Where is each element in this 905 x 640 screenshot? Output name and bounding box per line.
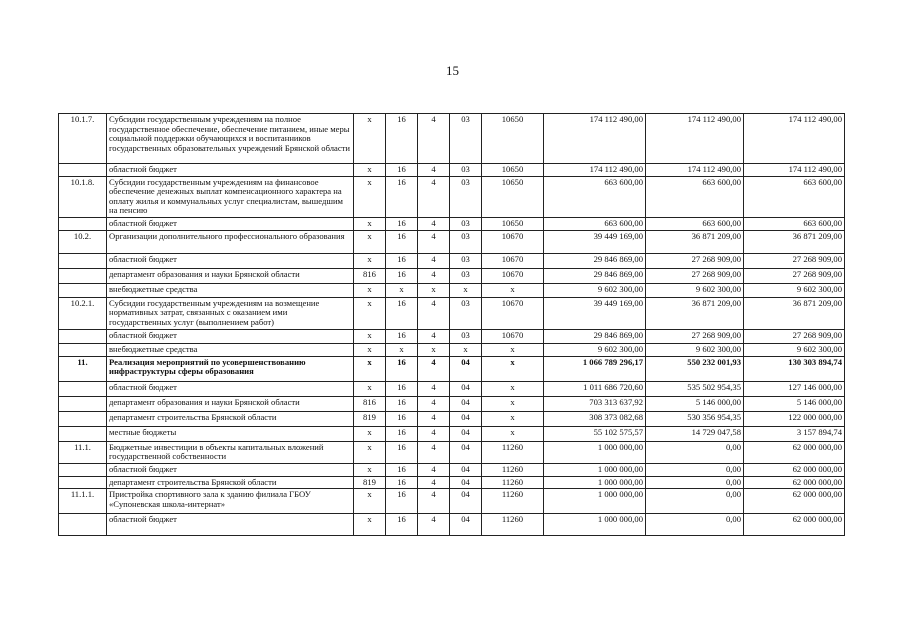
code-subsection: 4 [418, 164, 450, 177]
code-section: х [386, 343, 418, 356]
code-target: 10670 [482, 268, 544, 283]
row-number [59, 426, 107, 441]
code-admin: х [354, 297, 386, 329]
code-subsection: 4 [418, 426, 450, 441]
row-name: областной бюджет [107, 514, 354, 536]
table-row [59, 176, 845, 217]
row-number [59, 514, 107, 536]
table-row [59, 268, 845, 283]
row-number: 10.2.1. [59, 297, 107, 329]
row-number [59, 381, 107, 396]
code-section: 16 [386, 217, 418, 230]
amount-year-1: 1 011 686 720,60 [544, 381, 646, 396]
row-name: областной бюджет [107, 217, 354, 230]
row-number [59, 253, 107, 268]
amount-year-1: 174 112 490,00 [544, 114, 646, 164]
amount-year-1: 174 112 490,00 [544, 164, 646, 177]
amount-year-2: 535 502 954,35 [646, 381, 744, 396]
amount-year-3: 5 146 000,00 [744, 396, 845, 411]
amount-year-3: 27 268 909,00 [744, 268, 845, 283]
amount-year-3: 127 146 000,00 [744, 381, 845, 396]
table-row [59, 217, 845, 230]
table-row [59, 297, 845, 329]
amount-year-1: 1 000 000,00 [544, 463, 646, 476]
table-row [59, 114, 845, 164]
amount-year-2: 663 600,00 [646, 217, 744, 230]
code-target: 10670 [482, 329, 544, 343]
amount-year-2: 9 602 300,00 [646, 343, 744, 356]
code-target: х [482, 343, 544, 356]
code-section: 16 [386, 514, 418, 536]
code-article: 04 [450, 356, 482, 381]
code-article: 03 [450, 253, 482, 268]
amount-year-3: 27 268 909,00 [744, 253, 845, 268]
code-article: 03 [450, 268, 482, 283]
amount-year-1: 1 000 000,00 [544, 476, 646, 489]
code-section: 16 [386, 253, 418, 268]
code-article: х [450, 343, 482, 356]
code-target: х [482, 356, 544, 381]
row-name: департамент образования и науки Брянской области [107, 268, 354, 283]
code-admin: х [354, 514, 386, 536]
table-row [59, 253, 845, 268]
row-name: областной бюджет [107, 381, 354, 396]
code-subsection: 4 [418, 441, 450, 463]
table-row [59, 230, 845, 253]
code-article: 03 [450, 230, 482, 253]
row-name: внебюджетные средства [107, 283, 354, 297]
table-row [59, 396, 845, 411]
amount-year-1: 29 846 869,00 [544, 253, 646, 268]
code-article: 04 [450, 411, 482, 426]
row-name: департамент строительства Брянской области [107, 476, 354, 489]
table-row [59, 514, 845, 536]
amount-year-2: 14 729 047,58 [646, 426, 744, 441]
code-section: 16 [386, 476, 418, 489]
code-subsection: 4 [418, 396, 450, 411]
code-target: 10650 [482, 164, 544, 177]
code-subsection: х [418, 343, 450, 356]
code-target: 10670 [482, 253, 544, 268]
code-section: х [386, 283, 418, 297]
code-article: 04 [450, 381, 482, 396]
code-section: 16 [386, 164, 418, 177]
amount-year-3: 3 157 894,74 [744, 426, 845, 441]
code-section: 16 [386, 356, 418, 381]
code-article: 04 [450, 489, 482, 514]
code-section: 16 [386, 463, 418, 476]
amount-year-2: 663 600,00 [646, 176, 744, 217]
row-number [59, 217, 107, 230]
row-name: внебюджетные средства [107, 343, 354, 356]
amount-year-1: 703 313 637,92 [544, 396, 646, 411]
amount-year-3: 62 000 000,00 [744, 476, 845, 489]
code-section: 16 [386, 426, 418, 441]
code-target: 10650 [482, 176, 544, 217]
code-target: 11260 [482, 441, 544, 463]
amount-year-2: 27 268 909,00 [646, 268, 744, 283]
row-number [59, 396, 107, 411]
code-admin: х [354, 441, 386, 463]
amount-year-3: 36 871 209,00 [744, 297, 845, 329]
amount-year-1: 1 000 000,00 [544, 441, 646, 463]
amount-year-3: 174 112 490,00 [744, 164, 845, 177]
code-admin: х [354, 356, 386, 381]
row-number: 11.1.1. [59, 489, 107, 514]
table-row [59, 329, 845, 343]
code-subsection: х [418, 283, 450, 297]
amount-year-3: 62 000 000,00 [744, 463, 845, 476]
amount-year-3: 62 000 000,00 [744, 514, 845, 536]
row-number [59, 463, 107, 476]
code-section: 16 [386, 297, 418, 329]
code-article: 04 [450, 396, 482, 411]
code-target: 11260 [482, 489, 544, 514]
table-row [59, 476, 845, 489]
code-admin: 816 [354, 268, 386, 283]
code-admin: х [354, 283, 386, 297]
amount-year-2: 174 112 490,00 [646, 114, 744, 164]
code-target: х [482, 426, 544, 441]
table-row [59, 426, 845, 441]
code-admin: х [354, 114, 386, 164]
code-subsection: 4 [418, 268, 450, 283]
row-number [59, 268, 107, 283]
amount-year-3: 36 871 209,00 [744, 230, 845, 253]
code-article: 03 [450, 176, 482, 217]
table-row [59, 283, 845, 297]
code-section: 16 [386, 381, 418, 396]
row-number [59, 283, 107, 297]
amount-year-3: 663 600,00 [744, 217, 845, 230]
row-name: Субсидии государственным учреждениям на возмещение нормативных затрат, связанных с оказанием ими государственных услуг (выполнением работ) [107, 297, 354, 329]
amount-year-2: 174 112 490,00 [646, 164, 744, 177]
code-subsection: 4 [418, 356, 450, 381]
row-name: областной бюджет [107, 329, 354, 343]
table-row [59, 381, 845, 396]
code-section: 16 [386, 329, 418, 343]
row-name: областной бюджет [107, 164, 354, 177]
code-admin: х [354, 426, 386, 441]
code-target: 10650 [482, 114, 544, 164]
budget-table [58, 113, 845, 536]
amount-year-3: 9 602 300,00 [744, 283, 845, 297]
code-admin: х [354, 217, 386, 230]
code-subsection: 4 [418, 176, 450, 217]
code-subsection: 4 [418, 514, 450, 536]
table-row [59, 343, 845, 356]
row-name: департамент образования и науки Брянской области [107, 396, 354, 411]
amount-year-3: 9 602 300,00 [744, 343, 845, 356]
code-admin: х [354, 489, 386, 514]
amount-year-3: 663 600,00 [744, 176, 845, 217]
row-number: 10.1.8. [59, 176, 107, 217]
row-number [59, 411, 107, 426]
code-target: 10670 [482, 230, 544, 253]
code-article: х [450, 283, 482, 297]
amount-year-1: 1 000 000,00 [544, 514, 646, 536]
table-row [59, 411, 845, 426]
code-admin: х [354, 329, 386, 343]
code-target: 10670 [482, 297, 544, 329]
code-article: 04 [450, 426, 482, 441]
amount-year-3: 174 112 490,00 [744, 114, 845, 164]
code-section: 16 [386, 230, 418, 253]
code-section: 16 [386, 489, 418, 514]
amount-year-3: 62 000 000,00 [744, 441, 845, 463]
code-article: 04 [450, 441, 482, 463]
amount-year-2: 0,00 [646, 514, 744, 536]
code-article: 03 [450, 164, 482, 177]
code-article: 03 [450, 329, 482, 343]
table-row [59, 463, 845, 476]
code-admin: 819 [354, 476, 386, 489]
code-admin: 816 [354, 396, 386, 411]
amount-year-3: 130 303 894,74 [744, 356, 845, 381]
table-row [59, 356, 845, 381]
code-admin: х [354, 164, 386, 177]
amount-year-2: 36 871 209,00 [646, 230, 744, 253]
row-number: 10.1.7. [59, 114, 107, 164]
amount-year-1: 39 449 169,00 [544, 297, 646, 329]
code-target: 11260 [482, 514, 544, 536]
amount-year-2: 0,00 [646, 489, 744, 514]
code-subsection: 4 [418, 476, 450, 489]
row-name: Реализация мероприятий по усовершенствованию инфраструктуры сферы образования [107, 356, 354, 381]
code-subsection: 4 [418, 297, 450, 329]
amount-year-1: 1 066 789 296,17 [544, 356, 646, 381]
page-number: 15 [446, 63, 459, 78]
row-name: областной бюджет [107, 463, 354, 476]
code-article: 03 [450, 217, 482, 230]
row-name: местные бюджеты [107, 426, 354, 441]
code-admin: х [354, 176, 386, 217]
code-section: 16 [386, 268, 418, 283]
amount-year-1: 55 102 575,57 [544, 426, 646, 441]
row-name: Субсидии государственным учреждениям на финансовое обеспечение денежных выплат компенсационного характера на оплату жилья и коммунальных услуг специалистам, вышедшим на пенсию [107, 176, 354, 217]
code-article: 04 [450, 514, 482, 536]
code-target: х [482, 283, 544, 297]
code-section: 16 [386, 114, 418, 164]
table-row [59, 164, 845, 177]
amount-year-2: 27 268 909,00 [646, 253, 744, 268]
code-subsection: 4 [418, 489, 450, 514]
code-subsection: 4 [418, 381, 450, 396]
amount-year-3: 62 000 000,00 [744, 489, 845, 514]
amount-year-2: 9 602 300,00 [646, 283, 744, 297]
row-number: 11. [59, 356, 107, 381]
amount-year-2: 0,00 [646, 441, 744, 463]
row-name: областной бюджет [107, 253, 354, 268]
code-subsection: 4 [418, 217, 450, 230]
amount-year-2: 5 146 000,00 [646, 396, 744, 411]
code-target: х [482, 381, 544, 396]
amount-year-1: 9 602 300,00 [544, 343, 646, 356]
amount-year-1: 1 000 000,00 [544, 489, 646, 514]
code-admin: х [354, 343, 386, 356]
row-name: Пристройка спортивного зала к зданию филиала ГБОУ «Супоневская школа-интернат» [107, 489, 354, 514]
code-admin: х [354, 381, 386, 396]
amount-year-2: 530 356 954,35 [646, 411, 744, 426]
code-admin: х [354, 230, 386, 253]
code-target: х [482, 411, 544, 426]
row-name: Бюджетные инвестиции в объекты капитальных вложений государственной собственности [107, 441, 354, 463]
code-section: 16 [386, 441, 418, 463]
amount-year-3: 122 000 000,00 [744, 411, 845, 426]
code-article: 03 [450, 114, 482, 164]
amount-year-2: 0,00 [646, 476, 744, 489]
code-subsection: 4 [418, 230, 450, 253]
code-subsection: 4 [418, 463, 450, 476]
amount-year-2: 27 268 909,00 [646, 329, 744, 343]
row-number [59, 476, 107, 489]
code-subsection: 4 [418, 411, 450, 426]
code-article: 04 [450, 476, 482, 489]
amount-year-2: 36 871 209,00 [646, 297, 744, 329]
code-target: 11260 [482, 463, 544, 476]
amount-year-1: 663 600,00 [544, 176, 646, 217]
code-article: 03 [450, 297, 482, 329]
amount-year-2: 550 232 001,93 [646, 356, 744, 381]
code-section: 16 [386, 396, 418, 411]
code-target: 10650 [482, 217, 544, 230]
code-section: 16 [386, 176, 418, 217]
code-admin: 819 [354, 411, 386, 426]
row-number: 10.2. [59, 230, 107, 253]
table-row [59, 441, 845, 463]
row-number: 11.1. [59, 441, 107, 463]
code-admin: х [354, 463, 386, 476]
row-name: Организации дополнительного профессионального образования [107, 230, 354, 253]
row-number [59, 164, 107, 177]
row-number [59, 343, 107, 356]
amount-year-1: 29 846 869,00 [544, 268, 646, 283]
amount-year-2: 0,00 [646, 463, 744, 476]
amount-year-1: 39 449 169,00 [544, 230, 646, 253]
amount-year-1: 29 846 869,00 [544, 329, 646, 343]
amount-year-1: 663 600,00 [544, 217, 646, 230]
code-target: х [482, 396, 544, 411]
code-article: 04 [450, 463, 482, 476]
code-section: 16 [386, 411, 418, 426]
row-number [59, 329, 107, 343]
amount-year-3: 27 268 909,00 [744, 329, 845, 343]
row-name: департамент строительства Брянской области [107, 411, 354, 426]
amount-year-1: 308 373 082,68 [544, 411, 646, 426]
code-target: 11260 [482, 476, 544, 489]
amount-year-1: 9 602 300,00 [544, 283, 646, 297]
row-name: Субсидии государственным учреждениям на полное государственное обеспечение, обеспечение питанием, иные меры социальной поддержки обучающихся и воспитанников государственных образовательных учреждений Брянской области [107, 114, 354, 164]
code-subsection: 4 [418, 329, 450, 343]
code-subsection: 4 [418, 114, 450, 164]
code-admin: х [354, 253, 386, 268]
table-row [59, 489, 845, 514]
code-subsection: 4 [418, 253, 450, 268]
